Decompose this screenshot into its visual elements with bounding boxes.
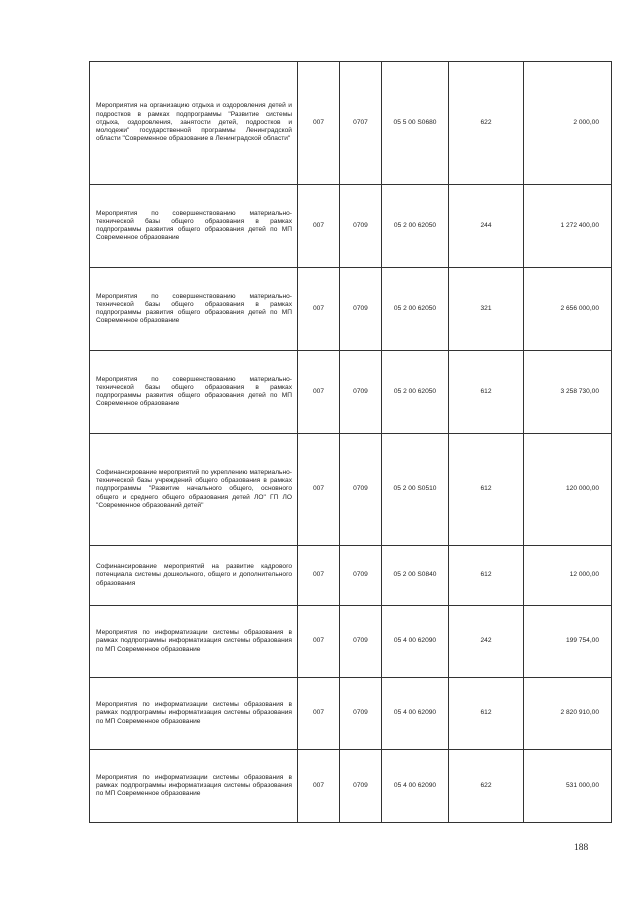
row-department-code-cell: 007 [298,606,340,678]
budget-table [89,61,612,823]
row-department-code-cell: 007 [298,268,340,351]
row-department-code-cell: 007 [298,678,340,750]
row-name-cell: Мероприятия на организацию отдыха и оздоровления детей и подростков в рамках подпрограммы "Развитие системы отдыха, оздоровления, занятости детей, подростков и молодежи" государственной программы Ленинградской области "Современное образование в Ленинградской области" [90,62,298,185]
row-section-code-cell: 0707 [340,62,382,185]
table-row [90,750,612,823]
row-expense-type-cell: 622 [449,750,524,823]
row-section-code-cell: 0709 [340,268,382,351]
table-row [90,678,612,750]
row-expense-type-cell: 612 [449,351,524,434]
table-row [90,268,612,351]
row-expense-type-cell: 244 [449,185,524,268]
row-department-code-cell: 007 [298,546,340,606]
row-name-cell: Софинансирование мероприятий на развитие кадрового потенциала системы дошкольного, общего и дополнительного образования [90,546,298,606]
row-department-code-cell: 007 [298,62,340,185]
table-row [90,62,612,185]
row-department-code-cell: 007 [298,750,340,823]
page-number: 188 [574,843,589,853]
row-target-article-cell: 05 2 00 62050 [382,185,449,268]
row-amount-cell: 3 258 730,00 [524,351,612,434]
table-row [90,606,612,678]
row-section-code-cell: 0709 [340,606,382,678]
row-expense-type-cell: 321 [449,268,524,351]
row-target-article-cell: 05 2 00 62050 [382,268,449,351]
table-body [90,62,612,823]
row-expense-type-cell: 612 [449,546,524,606]
row-target-article-cell: 05 4 00 62090 [382,750,449,823]
row-section-code-cell: 0709 [340,678,382,750]
row-name-cell: Мероприятия по информатизации системы образования в рамках подпрограммы информатизация системы образования по МП Современное образование [90,750,298,823]
row-target-article-cell: 05 2 00 S0840 [382,546,449,606]
row-section-code-cell: 0709 [340,546,382,606]
row-expense-type-cell: 612 [449,678,524,750]
row-amount-cell: 531 000,00 [524,750,612,823]
row-amount-cell: 2 820 910,00 [524,678,612,750]
table-row [90,434,612,546]
row-department-code-cell: 007 [298,351,340,434]
row-amount-cell: 2 000,00 [524,62,612,185]
row-amount-cell: 120 000,00 [524,434,612,546]
row-expense-type-cell: 622 [449,62,524,185]
row-target-article-cell: 05 2 00 62050 [382,351,449,434]
row-department-code-cell: 007 [298,434,340,546]
row-section-code-cell: 0709 [340,351,382,434]
row-section-code-cell: 0709 [340,434,382,546]
table-row [90,546,612,606]
row-name-cell: Мероприятия по информатизации системы образования в рамках подпрограммы информатизация системы образования по МП Современное образование [90,606,298,678]
row-amount-cell: 199 754,00 [524,606,612,678]
row-target-article-cell: 05 5 00 S0680 [382,62,449,185]
row-amount-cell: 12 000,00 [524,546,612,606]
row-amount-cell: 2 656 000,00 [524,268,612,351]
row-name-cell: Мероприятия по совершенствованию материально-технической базы общего образования в рамках подпрограммы развития общего образования детей по МП Современное образование [90,351,298,434]
row-section-code-cell: 0709 [340,185,382,268]
row-target-article-cell: 05 4 00 62090 [382,606,449,678]
row-target-article-cell: 05 4 00 62090 [382,678,449,750]
table-row [90,351,612,434]
row-department-code-cell: 007 [298,185,340,268]
row-name-cell: Мероприятия по совершенствованию материально-технической базы общего образования в рамках подпрограммы развития общего образования детей по МП Современное образование [90,185,298,268]
table-row [90,185,612,268]
row-expense-type-cell: 242 [449,606,524,678]
row-target-article-cell: 05 2 00 S0510 [382,434,449,546]
row-expense-type-cell: 612 [449,434,524,546]
row-name-cell: Софинансирование мероприятий по укреплению материально-технической базы учреждений общего образования в рамках подпрограммы "Развитие начального общего, основного общего и среднего общего образования детей ЛО" ГП ЛО "Современное образований детей" [90,434,298,546]
row-name-cell: Мероприятия по совершенствованию материально-технической базы общего образования в рамках подпрограммы развития общего образования детей по МП Современное образование [90,268,298,351]
row-name-cell: Мероприятия по информатизации системы образования в рамках подпрограммы информатизация системы образования по МП Современное образование [90,678,298,750]
row-section-code-cell: 0709 [340,750,382,823]
row-amount-cell: 1 272 400,00 [524,185,612,268]
